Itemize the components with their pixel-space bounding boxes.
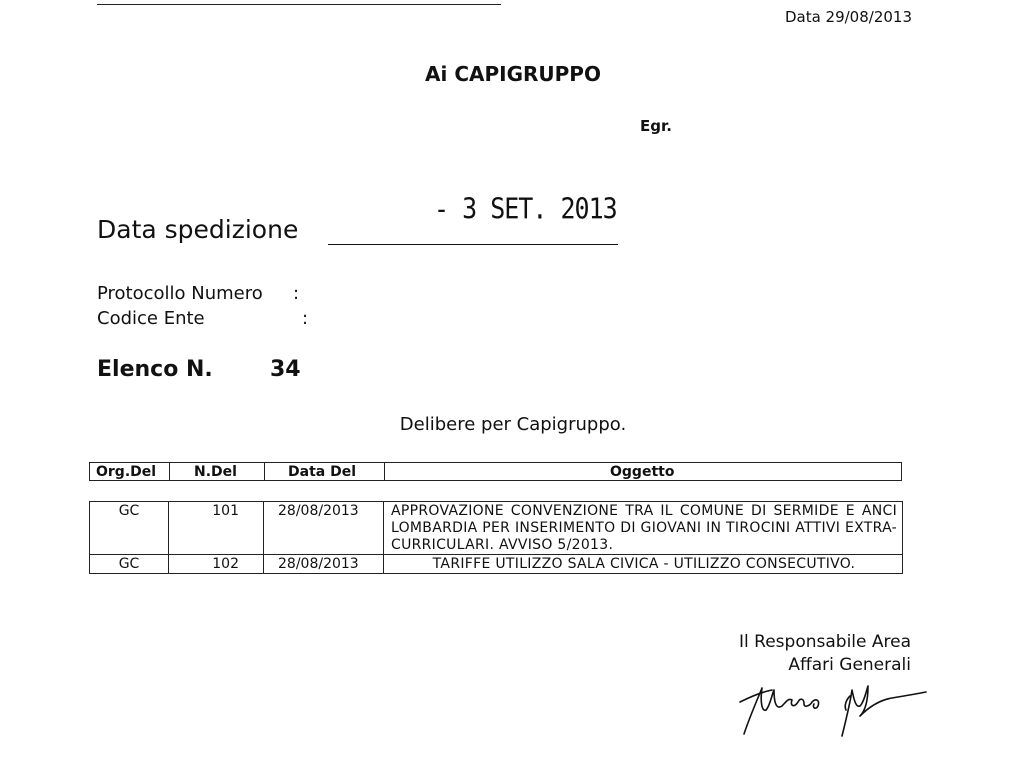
table-row: [90, 555, 903, 574]
protocol-number-colon: :: [293, 283, 300, 304]
handwritten-signature: [738, 676, 928, 738]
header-divider: [264, 463, 265, 480]
resolutions-table: [89, 501, 903, 574]
page-title: Ai CAPIGRUPPO: [425, 62, 601, 86]
header-org: Org.Del: [96, 464, 157, 480]
list-number-label: Elenco N.: [97, 357, 213, 382]
cell-subject: APPROVAZIONE CONVENZIONE TRA IL COMUNE DI SERMIDE E ANCI LOMBARDIA PER INSERIMENTO DI GIOVANI IN TIROCINI ATTIVI EXTRA-CURRICULARI. AVVISO 5/2013.: [384, 502, 903, 555]
date-stamp: - 3 SET. 2013: [434, 192, 617, 226]
protocol-number-label: Protocollo Numero: [97, 283, 263, 304]
table-row: [90, 502, 903, 555]
cell-org: GC: [90, 555, 169, 574]
list-title: Delibere per Capigruppo.: [399, 414, 627, 435]
shipping-date-label: Data spedizione: [97, 215, 299, 244]
header-num: N.Del: [194, 464, 237, 480]
entity-code-label: Codice Ente: [97, 308, 205, 329]
cell-date: 28/08/2013: [264, 502, 384, 555]
top-rule: [97, 4, 501, 5]
salutation: Egr.: [640, 117, 672, 135]
header-date: Data Del: [288, 464, 356, 480]
signature-role: Il Responsabile Area: [739, 632, 911, 652]
table-header: [89, 462, 902, 481]
cell-num: 101: [169, 502, 264, 555]
header-divider: [384, 463, 385, 480]
list-number-value: 34: [270, 357, 301, 382]
document-date: Data 29/08/2013: [784, 8, 912, 26]
cell-org: GC: [90, 502, 169, 555]
header-divider: [169, 463, 170, 480]
cell-date: 28/08/2013: [264, 555, 384, 574]
signature-department: Affari Generali: [788, 655, 911, 675]
shipping-date-line: [328, 244, 618, 245]
header-subject: Oggetto: [610, 464, 675, 480]
entity-code-colon: :: [302, 308, 309, 329]
cell-num: 102: [169, 555, 264, 574]
cell-subject: TARIFFE UTILIZZO SALA CIVICA - UTILIZZO CONSECUTIVO.: [384, 555, 903, 574]
